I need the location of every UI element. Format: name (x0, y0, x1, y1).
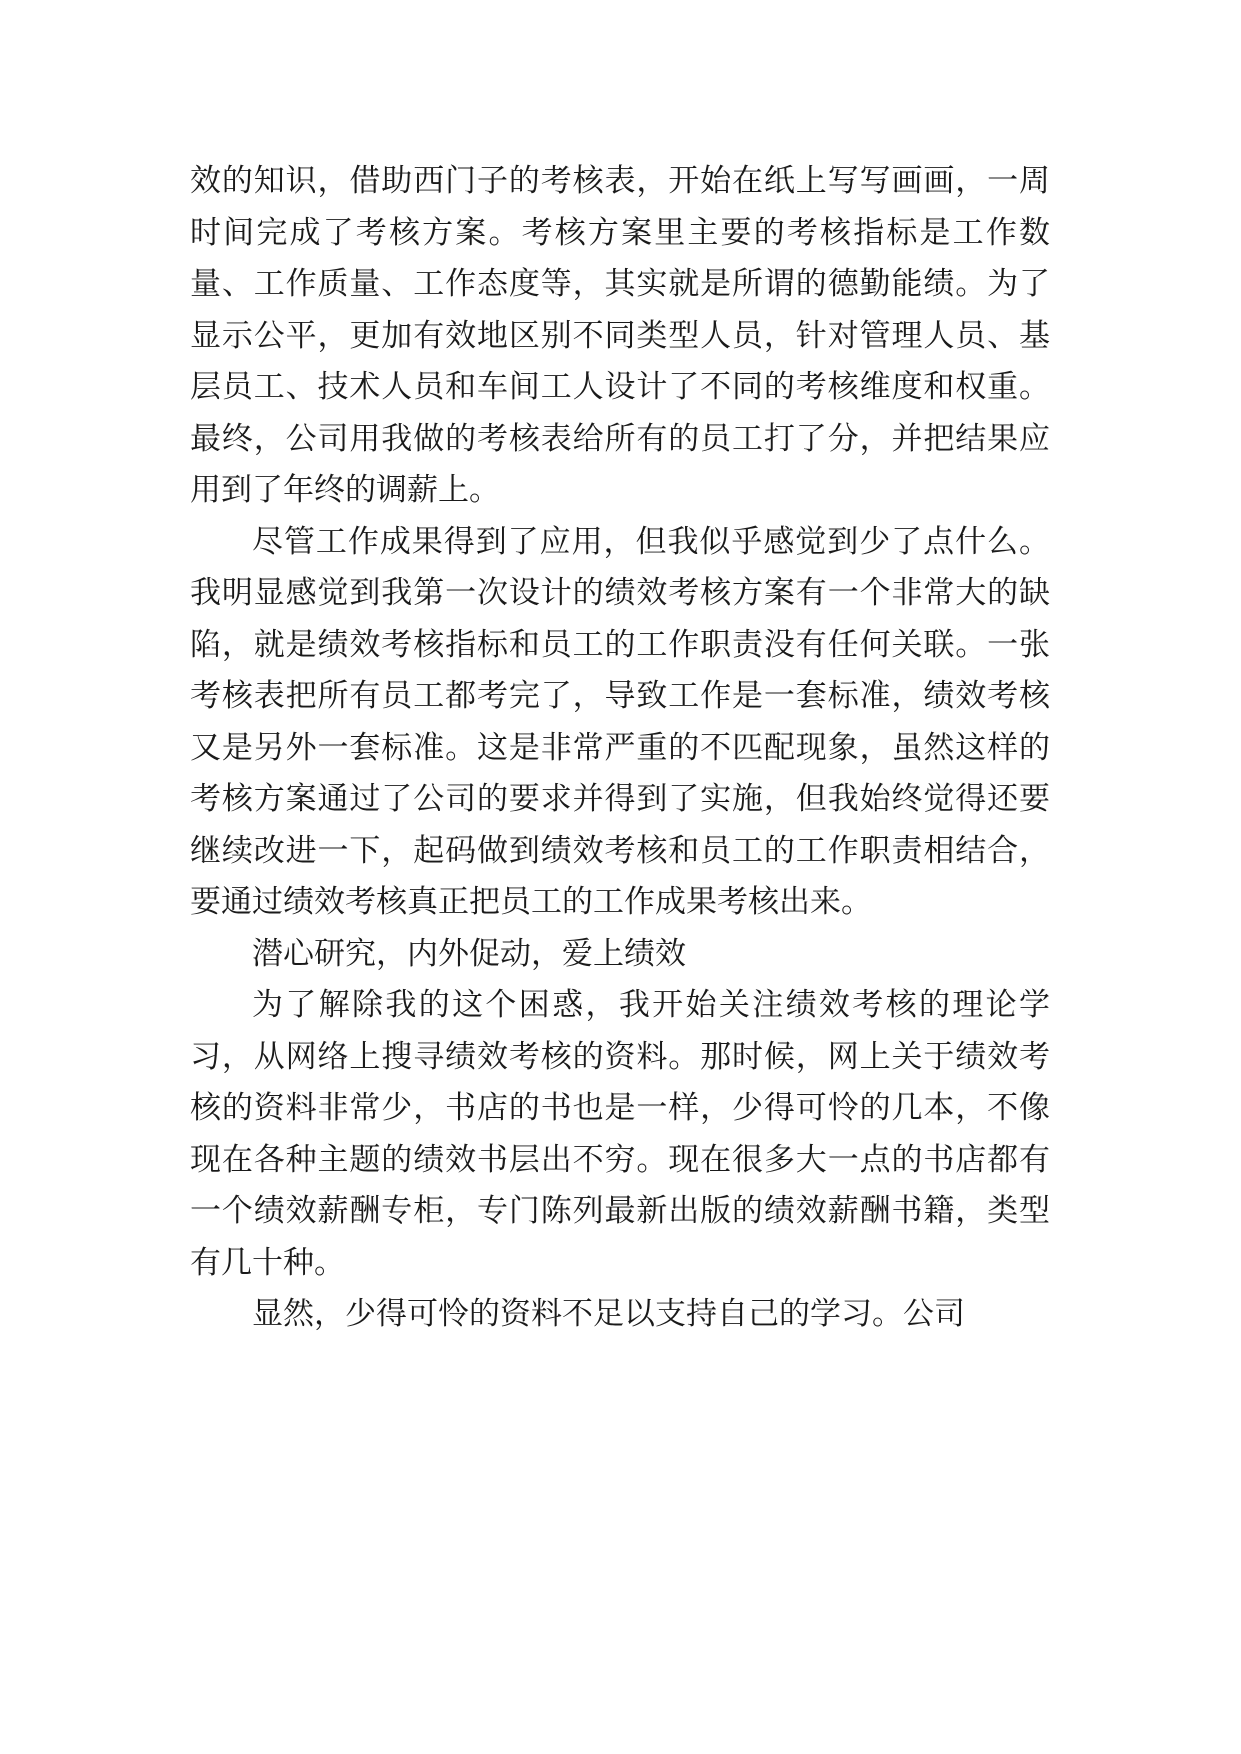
paragraph-study: 为了解除我的这个困惑，我开始关注绩效考核的理论学习，从网络上搜寻绩效考核的资料。那时候，网上关于绩效考核的资料非常少，书店的书也是一样，少得可怜的几本，不像现在各种主题的绩效书层出不穷。现在很多大一点的书店都有一个绩效薪酬专柜，专门陈列最新出版的绩效薪酬书籍，类型有几十种。 (190, 987, 1050, 1281)
body-text (190, 156, 1050, 1341)
paragraph-continued: 效的知识，借助西门子的考核表，开始在纸上写写画画，一周时间完成了考核方案。考核方案里主要的考核指标是工作数量、工作质量、工作态度等，其实就是所谓的德勤能绩。为了显示公平，更加有效地区别不同类型人员，针对管理人员、基层员工、技术人员和车间工人设计了不同的考核维度和权重。最终，公司用我做的考核表给所有的员工打了分，并把结果应用到了年终的调薪上。 (190, 163, 1050, 508)
paragraph-reflection: 尽管工作成果得到了应用，但我似乎感觉到少了点什么。我明显感觉到我第一次设计的绩效考核方案有一个非常大的缺陷，就是绩效考核指标和员工的工作职责没有任何关联。一张考核表把所有员工都考完了，导致工作是一套标准，绩效考核又是另外一套标准。这是非常严重的不匹配现象，虽然这样的考核方案通过了公司的要求并得到了实施，但我始终觉得还要继续改进一下，起码做到绩效考核和员工的工作职责相结合，要通过绩效考核真正把员工的工作成果考核出来。 (190, 523, 1050, 920)
section-heading: 潜心研究，内外促动，爱上绩效 (252, 935, 686, 972)
paragraph-trailing: 显然，少得可怜的资料不足以支持自己的学习。公司 (252, 1296, 965, 1332)
